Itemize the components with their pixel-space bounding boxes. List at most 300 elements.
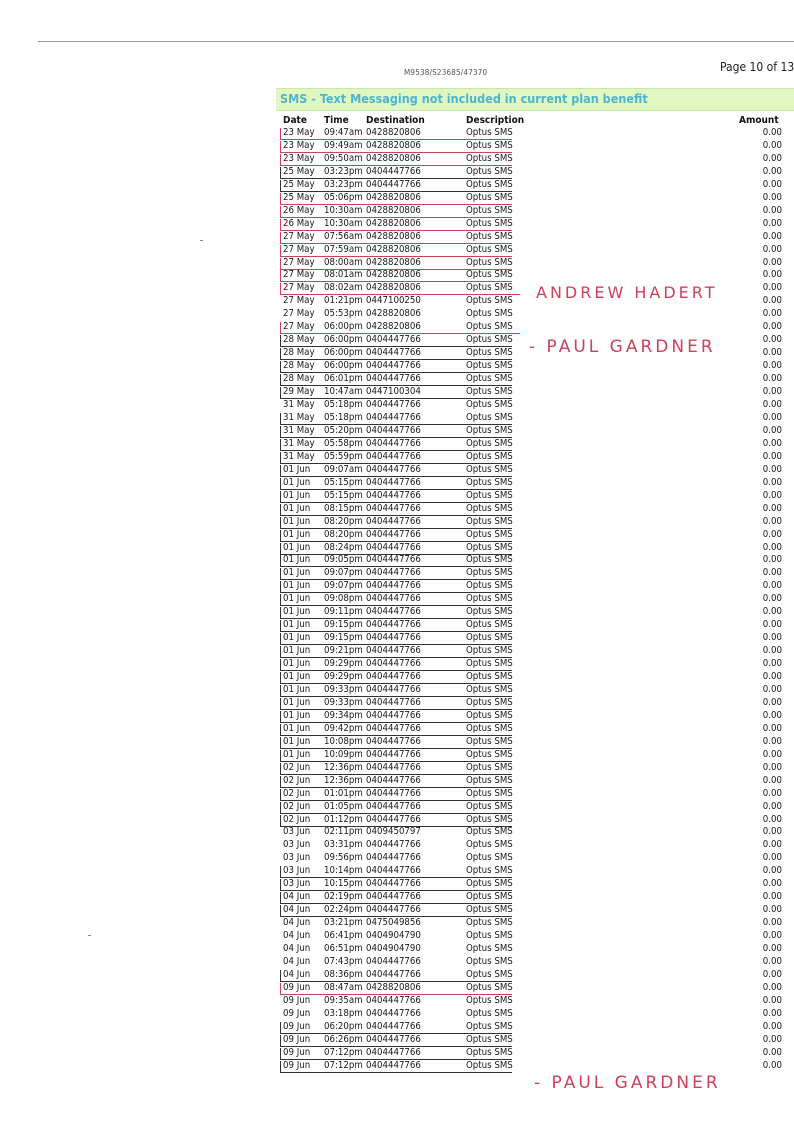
row-date: 28 May [283, 347, 315, 359]
row-amount: 0.00 [762, 1020, 782, 1032]
row-amount: 0.00 [762, 152, 782, 164]
table-row [276, 308, 782, 321]
row-time: 07:56am [324, 230, 363, 242]
row-time: 09:35am [324, 994, 363, 1006]
row-amount: 0.00 [762, 787, 782, 799]
row-destination: 0428820806 [366, 243, 421, 255]
row-time: 09:21pm [324, 645, 363, 657]
row-time: 06:00pm [324, 334, 363, 346]
table-row [276, 231, 782, 244]
row-date: 27 May [283, 295, 315, 307]
row-date: 09 Jun [283, 1059, 311, 1071]
row-amount: 0.00 [762, 424, 782, 436]
row-amount: 0.00 [762, 1046, 782, 1058]
row-description: Optus SMS [466, 580, 513, 592]
row-destination: 0404447766 [366, 463, 421, 475]
table-row [276, 982, 782, 995]
row-time: 09:05pm [324, 554, 363, 566]
pen-margin-tick [280, 491, 281, 502]
column-header-date: Date [283, 115, 307, 126]
row-time: 06:00pm [324, 360, 363, 372]
row-date: 01 Jun [283, 671, 311, 683]
table-row [276, 684, 782, 697]
row-description: Optus SMS [466, 269, 513, 281]
row-time: 01:12pm [324, 813, 363, 825]
sms-table [276, 127, 782, 1097]
pen-margin-tick [280, 568, 281, 579]
row-destination: 0404447766 [366, 178, 421, 190]
pen-margin-tick [280, 659, 281, 670]
row-time: 05:18pm [324, 411, 363, 423]
row-time: 05:18pm [324, 399, 363, 411]
row-destination: 0404447766 [366, 813, 421, 825]
row-date: 26 May [283, 217, 315, 229]
row-amount: 0.00 [762, 450, 782, 462]
row-amount: 0.00 [762, 528, 782, 540]
row-description: Optus SMS [466, 593, 513, 605]
pen-margin-tick [280, 283, 281, 294]
top-divider [38, 41, 794, 42]
row-time: 06:26pm [324, 1033, 363, 1045]
row-time: 10:09pm [324, 748, 363, 760]
row-date: 01 Jun [283, 541, 311, 553]
table-row [276, 801, 782, 814]
row-description: Optus SMS [466, 489, 513, 501]
row-time: 08:47am [324, 981, 363, 993]
row-destination: 0404447766 [366, 619, 421, 631]
row-time: 10:47am [324, 386, 363, 398]
row-time: 03:23pm [324, 178, 363, 190]
row-time: 08:01am [324, 269, 363, 281]
row-amount: 0.00 [762, 800, 782, 812]
pen-margin-tick [280, 245, 281, 256]
row-time: 05:58pm [324, 437, 363, 449]
table-row [276, 852, 782, 865]
row-date: 02 Jun [283, 813, 311, 825]
pen-margin-tick [280, 141, 281, 152]
page-number: Page 10 of 13 [720, 60, 794, 74]
pen-margin-tick [280, 154, 281, 165]
row-destination: 0404447766 [366, 904, 421, 916]
row-time: 08:20pm [324, 528, 363, 540]
row-description: Optus SMS [466, 943, 513, 955]
row-description: Optus SMS [466, 683, 513, 695]
pen-margin-tick [280, 180, 281, 191]
row-time: 12:36pm [324, 774, 363, 786]
pen-margin-tick [280, 348, 281, 359]
row-description: Optus SMS [466, 411, 513, 423]
row-description: Optus SMS [466, 865, 513, 877]
row-amount: 0.00 [762, 683, 782, 695]
document-reference: M9538/S23685/47370 [404, 68, 488, 77]
row-destination: 0404447766 [366, 1046, 421, 1058]
row-description: Optus SMS [466, 515, 513, 527]
table-row [276, 412, 782, 425]
row-date: 09 Jun [283, 1020, 311, 1032]
table-row [276, 723, 782, 736]
row-description: Optus SMS [466, 981, 513, 993]
row-description: Optus SMS [466, 658, 513, 670]
row-amount: 0.00 [762, 839, 782, 851]
row-description: Optus SMS [466, 968, 513, 980]
row-description: Optus SMS [466, 1020, 513, 1032]
row-time: 02:11pm [324, 826, 363, 838]
row-description: Optus SMS [466, 139, 513, 151]
row-date: 01 Jun [283, 683, 311, 695]
row-date: 09 Jun [283, 981, 311, 993]
row-destination: 0447100250 [366, 295, 421, 307]
row-time: 10:30am [324, 204, 363, 216]
row-date: 28 May [283, 334, 315, 346]
row-date: 01 Jun [283, 606, 311, 618]
row-amount: 0.00 [762, 761, 782, 773]
row-destination: 0404447766 [366, 360, 421, 372]
row-time: 10:08pm [324, 735, 363, 747]
row-amount: 0.00 [762, 204, 782, 216]
row-amount: 0.00 [762, 373, 782, 385]
row-description: Optus SMS [466, 399, 513, 411]
table-row [276, 814, 782, 827]
row-description: Optus SMS [466, 541, 513, 553]
table-row [276, 244, 782, 257]
row-date: 23 May [283, 127, 315, 138]
row-date: 04 Jun [283, 930, 311, 942]
table-row [276, 645, 782, 658]
row-destination: 0404447766 [366, 554, 421, 566]
row-description: Optus SMS [466, 295, 513, 307]
row-description: Optus SMS [466, 347, 513, 359]
row-description: Optus SMS [466, 528, 513, 540]
row-date: 01 Jun [283, 463, 311, 475]
row-date: 09 Jun [283, 1046, 311, 1058]
pen-margin-tick [280, 322, 281, 333]
row-time: 09:29pm [324, 658, 363, 670]
row-date: 01 Jun [283, 709, 311, 721]
row-date: 02 Jun [283, 787, 311, 799]
row-destination: 0404447766 [366, 411, 421, 423]
row-date: 04 Jun [283, 917, 311, 929]
row-time: 08:20pm [324, 515, 363, 527]
row-time: 09:42pm [324, 722, 363, 734]
row-description: Optus SMS [466, 891, 513, 903]
row-destination: 0404447766 [366, 774, 421, 786]
row-destination: 0404447766 [366, 683, 421, 695]
row-time: 09:47am [324, 127, 363, 138]
row-time: 06:51pm [324, 943, 363, 955]
row-amount: 0.00 [762, 930, 782, 942]
row-description: Optus SMS [466, 152, 513, 164]
row-destination: 0404447766 [366, 800, 421, 812]
row-date: 01 Jun [283, 554, 311, 566]
row-description: Optus SMS [466, 904, 513, 916]
row-amount: 0.00 [762, 580, 782, 592]
row-time: 12:36pm [324, 761, 363, 773]
row-destination: 0428820806 [366, 217, 421, 229]
row-amount: 0.00 [762, 774, 782, 786]
row-date: 01 Jun [283, 696, 311, 708]
pen-margin-tick [280, 258, 281, 269]
row-description: Optus SMS [466, 476, 513, 488]
row-destination: 0404447766 [366, 476, 421, 488]
table-row [276, 593, 782, 606]
pen-margin-tick [280, 361, 281, 372]
row-destination: 0404447766 [366, 839, 421, 851]
pen-margin-tick [280, 387, 281, 398]
row-destination: 0428820806 [366, 191, 421, 203]
row-description: Optus SMS [466, 554, 513, 566]
row-amount: 0.00 [762, 904, 782, 916]
row-description: Optus SMS [466, 321, 513, 333]
row-amount: 0.00 [762, 217, 782, 229]
row-time: 10:14pm [324, 865, 363, 877]
table-row [276, 1060, 782, 1073]
pen-margin-tick [280, 789, 281, 800]
table-row [276, 490, 782, 503]
row-amount: 0.00 [762, 386, 782, 398]
row-time: 09:07pm [324, 567, 363, 579]
row-destination: 0404447766 [366, 787, 421, 799]
row-amount: 0.00 [762, 347, 782, 359]
row-date: 28 May [283, 360, 315, 372]
row-amount: 0.00 [762, 437, 782, 449]
row-description: Optus SMS [466, 606, 513, 618]
row-destination: 0404447766 [366, 528, 421, 540]
row-date: 02 Jun [283, 761, 311, 773]
row-destination: 0404447766 [366, 489, 421, 501]
pen-margin-tick [280, 530, 281, 541]
row-time: 09:33pm [324, 696, 363, 708]
row-date: 27 May [283, 230, 315, 242]
table-row [276, 891, 782, 904]
row-description: Optus SMS [466, 761, 513, 773]
pen-margin-tick [280, 478, 281, 489]
row-date: 01 Jun [283, 580, 311, 592]
row-amount: 0.00 [762, 191, 782, 203]
row-time: 05:15pm [324, 476, 363, 488]
row-destination: 0404447766 [366, 852, 421, 864]
row-destination: 0428820806 [366, 204, 421, 216]
row-time: 05:20pm [324, 424, 363, 436]
table-row [276, 542, 782, 555]
pen-margin-tick [280, 633, 281, 644]
row-date: 25 May [283, 178, 315, 190]
table-row [276, 257, 782, 270]
row-date: 27 May [283, 256, 315, 268]
row-amount: 0.00 [762, 295, 782, 307]
row-description: Optus SMS [466, 619, 513, 631]
row-time: 05:06pm [324, 191, 363, 203]
row-time: 09:50am [324, 152, 363, 164]
row-amount: 0.00 [762, 463, 782, 475]
row-destination: 0475049856 [366, 917, 421, 929]
row-amount: 0.00 [762, 541, 782, 553]
row-description: Optus SMS [466, 191, 513, 203]
row-destination: 0404447766 [366, 709, 421, 721]
pen-margin-tick [280, 892, 281, 903]
row-destination: 0404447766 [366, 502, 421, 514]
pen-margin-tick [280, 802, 281, 813]
table-row [276, 865, 782, 878]
row-time: 05:53pm [324, 308, 363, 320]
row-destination: 0428820806 [366, 127, 421, 138]
row-destination: 0404447766 [366, 334, 421, 346]
pen-margin-tick [280, 685, 281, 696]
row-date: 28 May [283, 373, 315, 385]
row-date: 04 Jun [283, 968, 311, 980]
row-description: Optus SMS [466, 165, 513, 177]
column-header-destination: Destination [366, 115, 425, 126]
row-amount: 0.00 [762, 1033, 782, 1045]
row-description: Optus SMS [466, 1059, 513, 1071]
pen-margin-tick [280, 465, 281, 476]
row-time: 09:49am [324, 139, 363, 151]
pen-margin-tick [280, 1022, 281, 1033]
row-date: 01 Jun [283, 735, 311, 747]
row-description: Optus SMS [466, 735, 513, 747]
pen-margin-tick [280, 815, 281, 826]
pen-margin-tick [280, 672, 281, 683]
row-destination: 0404447766 [366, 645, 421, 657]
row-destination: 0404447766 [366, 1007, 421, 1019]
row-amount: 0.00 [762, 411, 782, 423]
pen-margin-tick [280, 167, 281, 178]
pen-margin-tick [280, 232, 281, 243]
pen-margin-tick [280, 750, 281, 761]
table-row [276, 749, 782, 762]
row-amount: 0.00 [762, 994, 782, 1006]
table-row [276, 658, 782, 671]
pen-margin-tick [280, 439, 281, 450]
row-time: 01:01pm [324, 787, 363, 799]
table-row [276, 619, 782, 632]
row-time: 07:12pm [324, 1046, 363, 1058]
row-date: 04 Jun [283, 956, 311, 967]
row-description: Optus SMS [466, 930, 513, 942]
row-amount: 0.00 [762, 956, 782, 967]
table-row [276, 477, 782, 490]
row-date: 01 Jun [283, 619, 311, 631]
row-destination: 0404447766 [366, 878, 421, 890]
row-destination: 0404447766 [366, 606, 421, 618]
row-date: 09 Jun [283, 994, 311, 1006]
column-header-time: Time [324, 115, 349, 126]
row-time: 08:24pm [324, 541, 363, 553]
row-description: Optus SMS [466, 282, 513, 294]
pen-margin-tick [280, 543, 281, 554]
row-amount: 0.00 [762, 645, 782, 657]
row-amount: 0.00 [762, 671, 782, 683]
row-amount: 0.00 [762, 813, 782, 825]
row-date: 23 May [283, 139, 315, 151]
row-date: 04 Jun [283, 943, 311, 955]
table-row [276, 995, 782, 1008]
section-banner [276, 88, 794, 111]
row-description: Optus SMS [466, 722, 513, 734]
handwritten-note: - PAUL GARDNER [534, 1073, 721, 1093]
row-date: 27 May [283, 243, 315, 255]
table-row [276, 878, 782, 891]
pen-margin-tick [280, 452, 281, 463]
row-date: 03 Jun [283, 852, 311, 864]
row-description: Optus SMS [466, 632, 513, 644]
table-row [276, 1034, 782, 1047]
row-amount: 0.00 [762, 865, 782, 877]
row-description: Optus SMS [466, 178, 513, 190]
pen-margin-tick [280, 206, 281, 217]
row-date: 25 May [283, 165, 315, 177]
row-date: 01 Jun [283, 476, 311, 488]
row-destination: 0404447766 [366, 1033, 421, 1045]
row-time: 09:07am [324, 463, 363, 475]
row-time: 09:15pm [324, 619, 363, 631]
pen-margin-tick [280, 879, 281, 890]
row-time: 09:08pm [324, 593, 363, 605]
row-description: Optus SMS [466, 502, 513, 514]
row-amount: 0.00 [762, 334, 782, 346]
row-amount: 0.00 [762, 826, 782, 838]
row-destination: 0404447766 [366, 347, 421, 359]
table-row [276, 956, 782, 969]
row-description: Optus SMS [466, 243, 513, 255]
pen-margin-tick [280, 1048, 281, 1059]
row-description: Optus SMS [466, 878, 513, 890]
table-row [276, 904, 782, 917]
row-time: 06:01pm [324, 373, 363, 385]
row-time: 09:07pm [324, 580, 363, 592]
row-amount: 0.00 [762, 593, 782, 605]
row-destination: 0404447766 [366, 399, 421, 411]
table-row [276, 671, 782, 684]
row-date: 31 May [283, 399, 315, 411]
row-amount: 0.00 [762, 709, 782, 721]
pen-margin-tick [280, 866, 281, 877]
row-destination: 0404447766 [366, 165, 421, 177]
row-destination: 0428820806 [366, 981, 421, 993]
row-time: 06:41pm [324, 930, 363, 942]
row-time: 09:11pm [324, 606, 363, 618]
row-amount: 0.00 [762, 308, 782, 320]
table-row [276, 917, 782, 930]
row-amount: 0.00 [762, 282, 782, 294]
table-row [276, 554, 782, 567]
row-description: Optus SMS [466, 217, 513, 229]
row-date: 04 Jun [283, 904, 311, 916]
pen-margin-tick [280, 335, 281, 346]
table-row [276, 1008, 782, 1021]
row-description: Optus SMS [466, 917, 513, 929]
row-destination: 0404447766 [366, 373, 421, 385]
pen-margin-tick [280, 763, 281, 774]
row-time: 03:23pm [324, 165, 363, 177]
row-amount: 0.00 [762, 658, 782, 670]
row-destination: 0404447766 [366, 748, 421, 760]
handwritten-note: - PAUL GARDNER [529, 337, 716, 357]
table-row [276, 179, 782, 192]
row-destination: 0404447766 [366, 722, 421, 734]
row-destination: 0404447766 [366, 541, 421, 553]
row-description: Optus SMS [466, 437, 513, 449]
table-row [276, 567, 782, 580]
row-destination: 0409450797 [366, 826, 421, 838]
row-destination: 0404447766 [366, 632, 421, 644]
row-destination: 0404447766 [366, 1020, 421, 1032]
row-amount: 0.00 [762, 632, 782, 644]
row-amount: 0.00 [762, 1007, 782, 1019]
row-amount: 0.00 [762, 1059, 782, 1071]
row-description: Optus SMS [466, 334, 513, 346]
table-row [276, 127, 782, 140]
row-amount: 0.00 [762, 878, 782, 890]
